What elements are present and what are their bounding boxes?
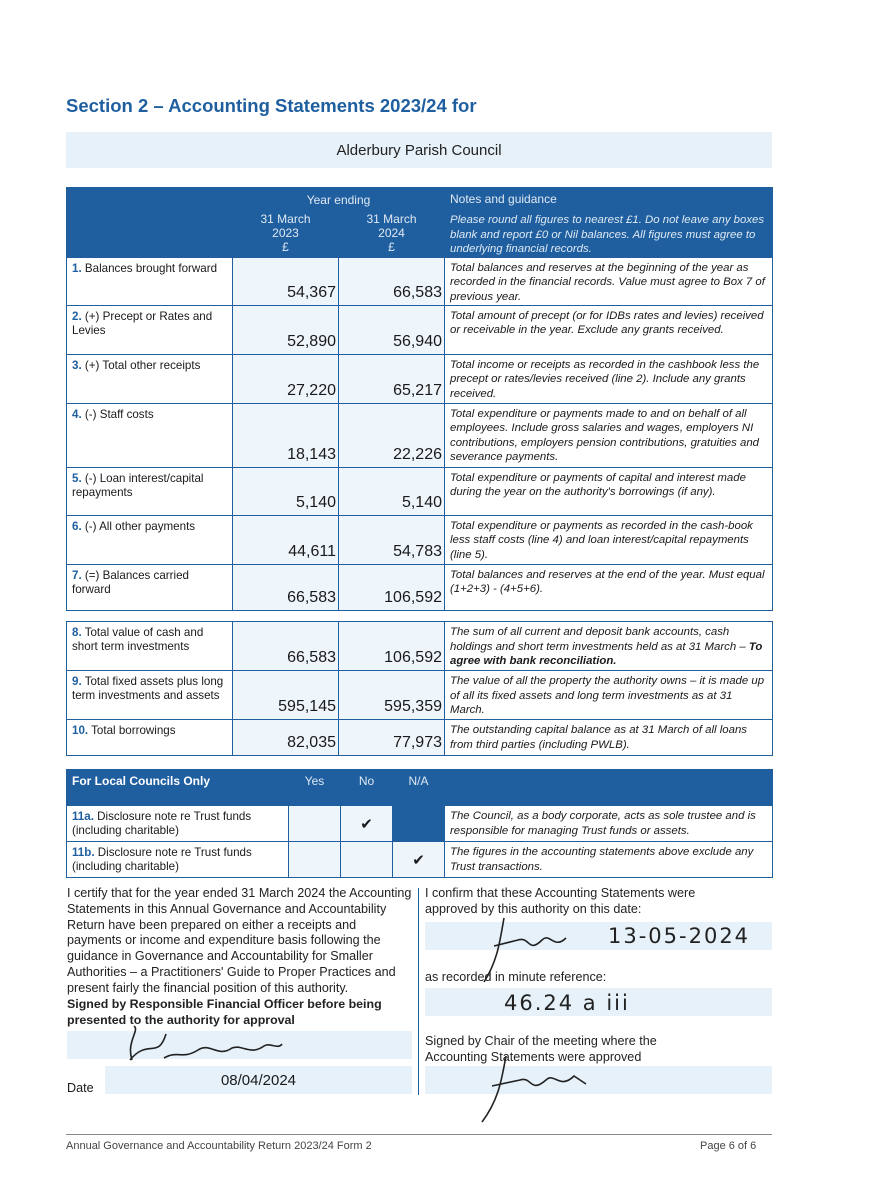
row-note-cell <box>445 671 773 720</box>
trust-row-label: Disclosure note re Trust funds (including charitable) <box>72 810 252 837</box>
statement-row <box>67 305 773 354</box>
value-2024: 5,140 <box>339 467 445 515</box>
rfo-signature-image <box>118 1020 298 1070</box>
statement-row <box>67 467 773 515</box>
row-label-cell <box>67 467 233 515</box>
no-header: No <box>341 770 393 806</box>
row-note: The outstanding capital balance as at 31 March of all loans from third parties (including PWLB). <box>450 724 747 751</box>
row-label: (-) Staff costs <box>84 407 154 421</box>
row-label: Total borrowings <box>91 724 176 737</box>
value-2024: 77,973 <box>339 720 445 756</box>
year-ending-header: Year ending <box>233 188 445 210</box>
value-2024: 595,359 <box>339 671 445 720</box>
statement-row <box>67 515 773 564</box>
statement-row <box>67 354 773 403</box>
value-2023: 18,143 <box>233 403 339 467</box>
row-note: Total expenditure or payments made to and on behalf of all employees. Include gross salaries and wages, employers NI contributions, employers pension contributions, gratuities and severance payments. <box>445 403 773 467</box>
row-label-cell <box>67 354 233 403</box>
value-2024: 22,226 <box>339 403 445 467</box>
row-label-cell <box>67 257 233 305</box>
guidance-text: Please round all figures to nearest £1. Do not leave any boxes blank and report £0 or Nil balances. All figures must agree to underlying financial records. <box>445 210 773 258</box>
row-label: (+) Total other receipts <box>84 358 201 372</box>
statement-row <box>67 403 773 467</box>
row-note: Total balances and reserves at the beginning of the year as recorded in the financial records. Value must agree to Box 7 of previous year. <box>445 257 773 305</box>
assets-table <box>66 621 773 756</box>
value-2023: 66,583 <box>233 564 339 610</box>
trust-funds-table <box>66 769 773 878</box>
value-2023: 52,890 <box>233 305 339 354</box>
notes-header: Notes and guidance <box>445 188 773 210</box>
row-number: 4. <box>72 407 82 421</box>
trust-note: The Council, as a body corporate, acts as sole trustee and is responsible for managing Trust funds or assets. <box>445 806 773 842</box>
chair-signature-image <box>470 1046 600 1126</box>
value-2023: 44,611 <box>233 515 339 564</box>
value-2023: 27,220 <box>233 354 339 403</box>
trust-yes-checkbox[interactable] <box>289 842 341 878</box>
value-2024: 106,592 <box>339 564 445 610</box>
row-note: Total expenditure or payments as recorded in the cash-book less staff costs (line 4) and loan interest/capital repayments (line 5). <box>445 515 773 564</box>
trust-row <box>67 842 773 878</box>
chair-signed-label: Signed by Chair of the meeting where the Accounting Statements were approved <box>425 1034 657 1064</box>
value-2024: 56,940 <box>339 305 445 354</box>
value-2023: 66,583 <box>233 622 339 671</box>
col-2024-line3: £ <box>388 240 395 254</box>
confirm-text: I confirm that these Accounting Statements were approved by this authority on this date: <box>425 886 696 916</box>
trust-na-checkbox[interactable] <box>393 806 445 842</box>
row-label: Total value of cash and short term investments <box>72 626 204 653</box>
value-2023: 595,145 <box>233 671 339 720</box>
row-label: (=) Balances carried forward <box>72 568 189 596</box>
statement-row <box>67 257 773 305</box>
header-blank <box>67 188 233 258</box>
row-label-cell <box>67 622 233 671</box>
row-note-cell <box>445 720 773 756</box>
trust-na-checkbox[interactable]: ✔ <box>393 842 445 878</box>
row-note: Total amount of precept (or for IDBs rates and levies) received or receivable in the year. Exclude any grants received. <box>445 305 773 354</box>
value-2023: 82,035 <box>233 720 339 756</box>
certification-text: I certify that for the year ended 31 March 2024 the Accounting Statements in this Annual Governance and Accountability Return have been prepared on either a receipts and payments or income and expenditure basis following the guidance in Governance and Accountability for Smaller Authorities – a Practitioners' Guide to Proper Practices and present fairly the financial position of this authority. <box>67 886 412 995</box>
na-header: N/A <box>393 770 445 806</box>
row-label: (+) Precept or Rates and Levies <box>72 309 213 337</box>
row-label-cell <box>67 403 233 467</box>
trust-row <box>67 806 773 842</box>
row-number: 5. <box>72 471 82 485</box>
row-number: 9. <box>72 675 82 688</box>
row-note: Total balances and reserves at the end of the year. Must equal (1+2+3) - (4+5+6). <box>445 564 773 610</box>
row-number: 8. <box>72 626 82 639</box>
row-note: Total income or receipts as recorded in the cashbook less the precept or rates/levies received (line 2). Include any grants received. <box>445 354 773 403</box>
council-name-box <box>66 132 772 168</box>
col-2023-line2: 2023 <box>272 226 299 240</box>
trust-row-number: 11b. <box>72 846 95 859</box>
row-label: (-) Loan interest/capital repayments <box>72 471 204 499</box>
rfo-date-value: 08/04/2024 <box>220 1071 297 1089</box>
value-2024: 66,583 <box>339 257 445 305</box>
value-2023: 54,367 <box>233 257 339 305</box>
trust-yes-checkbox[interactable] <box>289 806 341 842</box>
row-note: Total expenditure or payments of capital and interest made during the year on the authority's borrowings (if any). <box>445 467 773 515</box>
row-label: (-) All other payments <box>84 519 196 533</box>
trust-note: The figures in the accounting statements above exclude any Trust transactions. <box>445 842 773 878</box>
statement-row <box>67 564 773 610</box>
footer-left: Annual Governance and Accountability Return 2023/24 Form 2 <box>66 1140 372 1152</box>
row-note-cell <box>445 622 773 671</box>
row-label-cell <box>67 515 233 564</box>
trust-label-cell <box>67 806 289 842</box>
row-note-emphasis: To agree with bank reconciliation. <box>450 640 763 667</box>
row-number: 3. <box>72 358 82 372</box>
col-2024-header <box>339 210 445 258</box>
approval-date-value: 13-05-2024 <box>608 924 751 948</box>
trust-label-cell <box>67 842 289 878</box>
trust-row-number: 11a. <box>72 810 94 823</box>
yes-header: Yes <box>289 770 341 806</box>
footer-rule <box>66 1134 772 1135</box>
accounting-statements-table <box>66 187 773 611</box>
trust-no-checkbox[interactable]: ✔ <box>341 806 393 842</box>
value-2024: 54,783 <box>339 515 445 564</box>
trust-row-label: Disclosure note re Trust funds (including charitable) <box>72 846 252 873</box>
value-2024: 65,217 <box>339 354 445 403</box>
row-label: Balances brought forward <box>84 261 218 275</box>
trust-heading: For Local Councils Only <box>67 770 289 806</box>
minute-reference-value: 46.24 a iii <box>504 991 630 1015</box>
statement-row <box>67 622 773 671</box>
row-number: 2. <box>72 309 82 323</box>
trust-notes-header <box>445 770 773 806</box>
col-2023-line3: £ <box>282 240 289 254</box>
council-name: Alderbury Parish Council <box>336 141 502 159</box>
col-2023-line1: 31 March <box>260 212 311 226</box>
col-2024-line2: 2024 <box>378 226 405 240</box>
value-2023: 5,140 <box>233 467 339 515</box>
footer-right: Page 6 of 6 <box>700 1140 757 1152</box>
minute-reference-label: as recorded in minute reference: <box>425 970 607 984</box>
row-label-cell <box>67 564 233 610</box>
row-label: Total fixed assets plus long term investments and assets <box>72 675 224 702</box>
statement-row <box>67 671 773 720</box>
row-number: 7. <box>72 568 82 582</box>
row-label-cell <box>67 305 233 354</box>
row-label-cell <box>67 671 233 720</box>
row-number: 10. <box>72 724 89 737</box>
row-note: The value of all the property the authority owns – it is made up of all its fixed assets and long term investments as at 31 March. <box>450 675 765 716</box>
row-note: The sum of all current and deposit bank accounts, cash holdings and short term investments held as at 31 March – <box>450 626 746 653</box>
col-2024-line1: 31 March <box>366 212 417 226</box>
col-2023-header <box>233 210 339 258</box>
rfo-signed-label: Signed by Responsible Financial Officer before being presented to the authority for approval <box>67 997 382 1027</box>
row-number: 1. <box>72 261 82 275</box>
trust-no-checkbox[interactable] <box>341 842 393 878</box>
statement-row <box>67 720 773 756</box>
column-divider <box>418 888 419 1095</box>
rfo-date-box <box>105 1066 412 1094</box>
row-number: 6. <box>72 519 82 533</box>
date-label: Date <box>67 1081 94 1095</box>
row-label-cell <box>67 720 233 756</box>
page-title: Section 2 – Accounting Statements 2023/24 for <box>66 95 477 116</box>
value-2024: 106,592 <box>339 622 445 671</box>
